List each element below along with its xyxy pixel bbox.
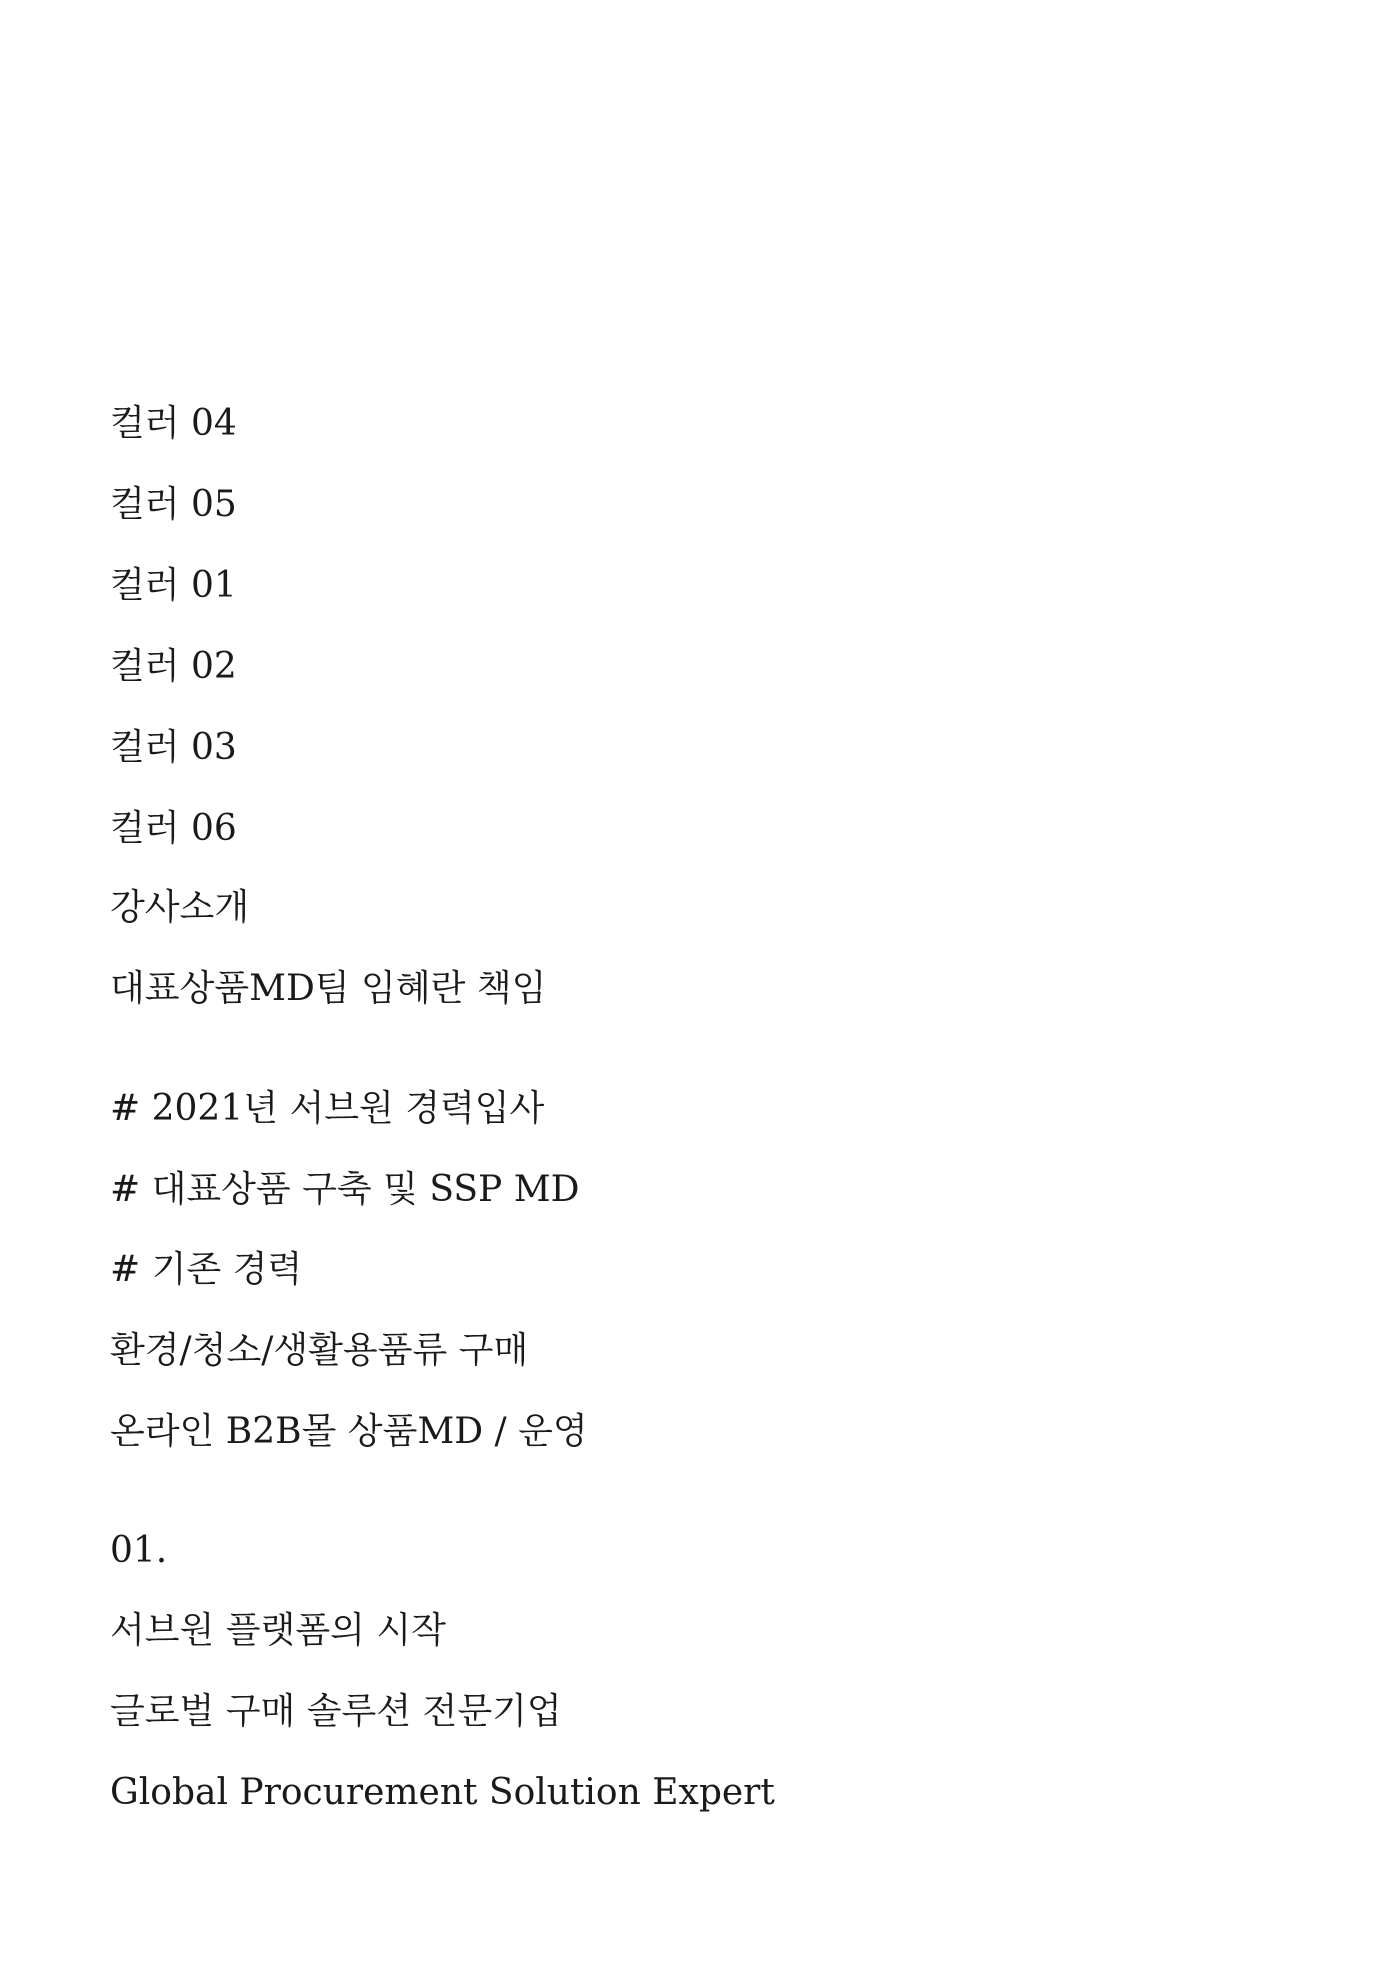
subtitle-korean: 글로벌 구매 솔루션 전문기업 [110,1691,562,1732]
career-item-purchasing: 환경/청소/생활용품류 구매 [110,1330,529,1371]
color-label-01: 컬러 01 [110,565,237,606]
section-title: 서브원 플랫폼의 시작 [110,1610,446,1651]
color-label-06: 컬러 06 [110,808,237,849]
instructor-heading: 강사소개 [110,887,250,928]
document-page [110,0,1310,1983]
tag-2021-hire: # 2021년 서브원 경력입사 [110,1088,545,1129]
section-number: 01. [110,1530,168,1571]
tag-previous-career: # 기존 경력 [110,1249,303,1290]
tag-ssp-md: # 대표상품 구축 및 SSP MD [110,1169,580,1210]
color-label-04: 컬러 04 [110,403,237,444]
subtitle-english: Global Procurement Solution Expert [110,1772,775,1813]
career-item-b2b-mall: 온라인 B2B몰 상품MD / 운영 [110,1411,588,1452]
color-label-03: 컬러 03 [110,727,237,768]
color-label-05: 컬러 05 [110,484,237,525]
instructor-name: 대표상품MD팀 임혜란 책임 [110,968,547,1009]
color-label-02: 컬러 02 [110,646,237,687]
